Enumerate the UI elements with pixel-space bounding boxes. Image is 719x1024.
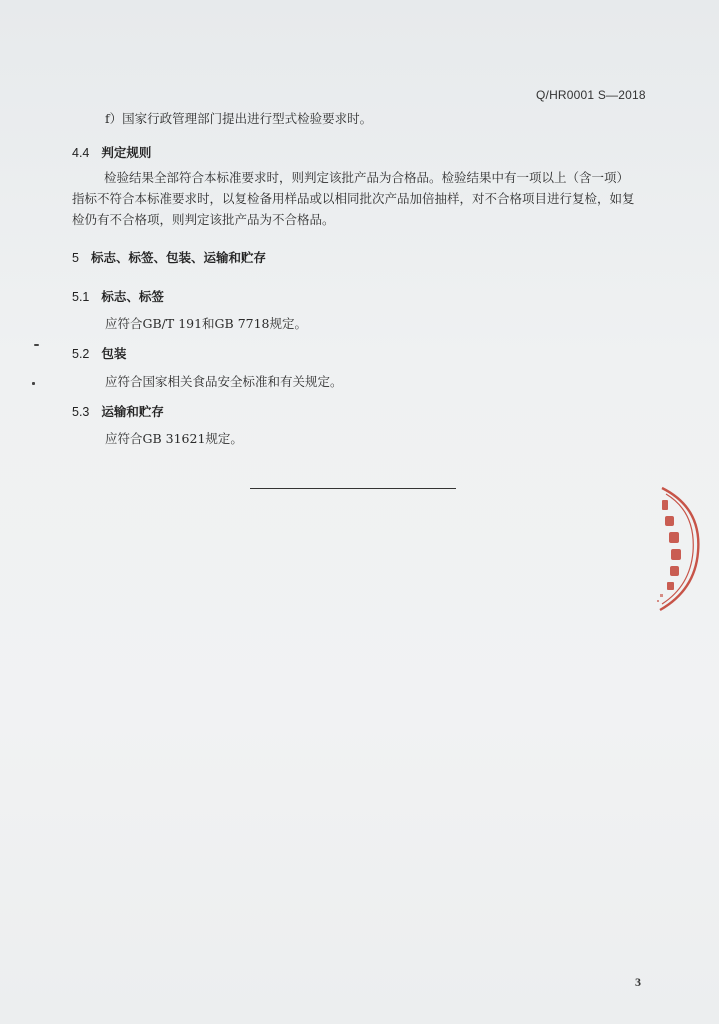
section-title: 判定规则 xyxy=(101,145,152,160)
section-title: 包装 xyxy=(101,346,127,361)
paragraph-line: 检验结果全部符合本标准要求时，则判定该批产品为合格品。检验结果中有一项以上（含一项） xyxy=(104,170,630,185)
end-divider-line xyxy=(250,488,456,489)
section-number: 5.2 xyxy=(72,347,90,361)
section-heading-5-2 xyxy=(72,344,126,362)
section-title: 标志、标签 xyxy=(101,289,164,304)
scan-speck xyxy=(34,344,39,346)
section-number: 5 xyxy=(72,251,79,265)
list-item-f: f）国家行政管理部门提出进行型式检验要求时。 xyxy=(105,111,373,126)
section-text-5-2: 应符合国家相关食品安全标准和有关规定。 xyxy=(105,374,343,389)
page-number: 3 xyxy=(635,975,641,989)
section-heading-5 xyxy=(72,248,266,266)
section-text-5-1: 应符合GB/T 191和GB 7718规定。 xyxy=(105,316,308,331)
section-text-5-3: 应符合GB 31621规定。 xyxy=(105,431,243,446)
section-number: 5.1 xyxy=(72,290,90,304)
red-seal-stamp-icon xyxy=(640,486,710,614)
paragraph-line: 指标不符合本标准要求时，以复检备用样品或以相同批次产品加倍抽样，对不合格项目进行复检，如复 xyxy=(72,191,635,206)
section-number: 5.3 xyxy=(72,405,90,419)
scan-speck xyxy=(32,382,35,385)
document-code: Q/HR0001 S—2018 xyxy=(536,88,646,102)
section-heading-4-4 xyxy=(72,143,151,161)
paragraph-line: 检仍有不合格项，则判定该批产品为不合格品。 xyxy=(72,212,335,227)
section-number: 4.4 xyxy=(72,146,90,160)
section-heading-5-3 xyxy=(72,402,164,420)
section-title: 运输和贮存 xyxy=(101,404,164,419)
section-heading-5-1 xyxy=(72,287,164,305)
section-title: 标志、标签、包装、运输和贮存 xyxy=(90,250,266,265)
